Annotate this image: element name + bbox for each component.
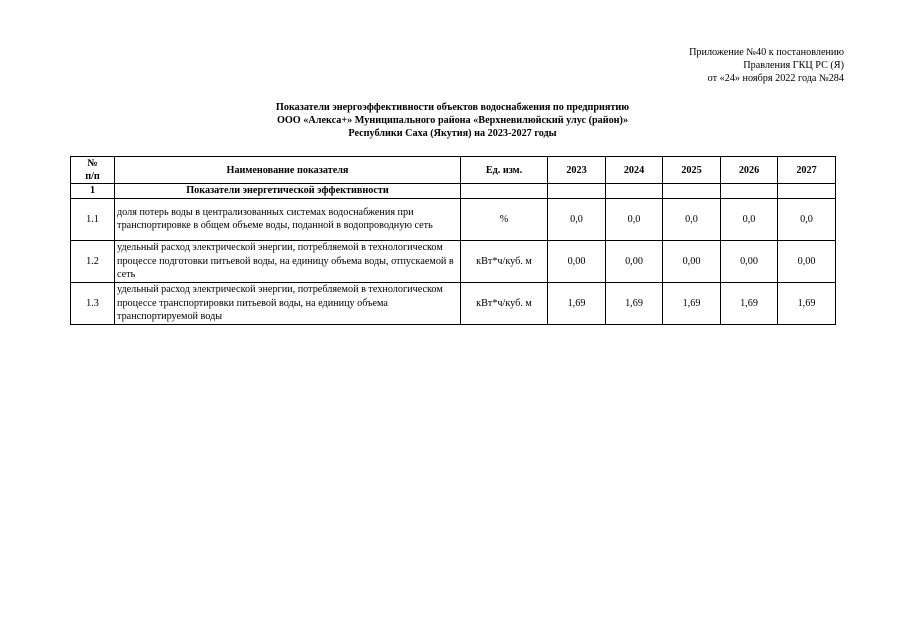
title-line-1: Показатели энергоэффективности объектов водоснабжения по предприятию [275,102,630,113]
appendix-reference [689,46,844,86]
row-name: удельный расход электрической энергии, потребляемой в технологическом процессе транспортировки питьевой воды, на единицу объема транспортируемой воды [115,282,461,324]
row-value-2026: 1,69 [721,282,778,324]
row-value-2025: 1,69 [663,282,721,324]
indicators-table [70,156,836,325]
row-value-2026: 0,00 [721,240,778,282]
row-value-2025: 0,00 [663,240,721,282]
table-row [71,282,836,324]
row-unit: кВт*ч/куб. м [461,282,548,324]
appendix-line-1: Приложение №40 к постановлению [689,47,844,58]
row-num: 1.3 [71,282,115,324]
section-empty-cell [461,184,548,198]
section-empty-cell [778,184,836,198]
row-unit: кВт*ч/куб. м [461,240,548,282]
header-num-line-1: № [87,158,98,169]
header-year-2026: 2026 [721,157,778,184]
row-value-2026: 0,0 [721,198,778,240]
section-empty-cell [721,184,778,198]
title-line-3: Республики Саха (Якутия) на 2023-2027 годы [348,128,557,140]
section-empty-cell [548,184,606,198]
table-row [71,198,836,240]
row-value-2027: 1,69 [778,282,836,324]
header-year-2027: 2027 [778,157,836,184]
appendix-line-3: от «24» ноября 2022 года №284 [707,73,844,85]
table-header-row [71,157,836,184]
row-num: 1.1 [71,198,115,240]
header-unit: Ед. изм. [461,157,548,184]
header-name: Наименование показателя [115,157,461,184]
section-num: 1 [71,184,115,198]
row-num: 1.2 [71,240,115,282]
row-value-2024: 1,69 [606,282,663,324]
row-value-2023: 1,69 [548,282,606,324]
row-name: удельный расход электрической энергии, потребляемой в технологическом процессе подготовки питьевой воды, на единицу объема воды, отпускаемой в сеть [115,240,461,282]
row-value-2024: 0,0 [606,198,663,240]
section-empty-cell [606,184,663,198]
row-value-2024: 0,00 [606,240,663,282]
section-empty-cell [663,184,721,198]
title-line-2: ООО «Алекса+» Муниципального района «Верхневилюйский улус (район)» [276,115,629,127]
appendix-line-2: Правления ГКЦ РС (Я) [743,60,844,72]
header-year-2023: 2023 [548,157,606,184]
row-value-2023: 0,0 [548,198,606,240]
table-row [71,240,836,282]
row-unit: % [461,198,548,240]
document-title [0,101,905,141]
section-title: Показатели энергетической эффективности [115,184,461,198]
section-row [71,184,836,198]
header-num [71,157,115,184]
header-year-2024: 2024 [606,157,663,184]
row-value-2025: 0,0 [663,198,721,240]
row-value-2023: 0,00 [548,240,606,282]
header-year-2025: 2025 [663,157,721,184]
row-value-2027: 0,00 [778,240,836,282]
header-num-line-2: п/п [85,171,100,183]
row-name: доля потерь воды в централизованных системах водоснабжения при транспортировке в общем объеме воды, поданной в водопроводную сеть [115,198,461,240]
row-value-2027: 0,0 [778,198,836,240]
